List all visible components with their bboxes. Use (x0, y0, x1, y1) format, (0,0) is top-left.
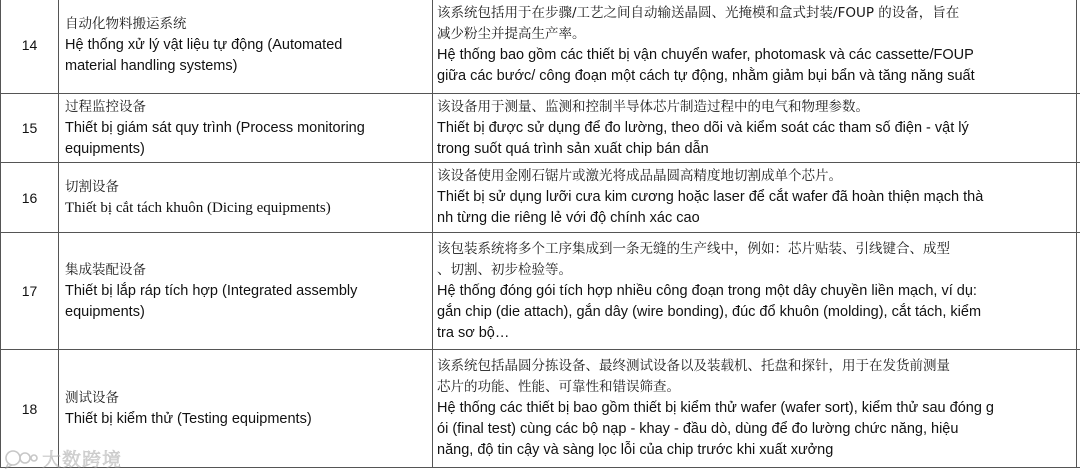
equipment-name-cell (59, 0, 433, 94)
equipment-name-zh: 自动化物料搬运系统 (65, 15, 187, 32)
description-vi: ói (final test) cùng các bộ nạp - khay - đầu dò, dùng để đo lường chức năng, hiệu (437, 421, 959, 437)
equipment-name-vi: equipments) (65, 140, 145, 157)
equipment-name-vi: Thiết bị kiểm thử (Testing equipments) (65, 410, 312, 427)
description-zh: 减少粉尘并提高生产率。 (437, 26, 586, 42)
description-vi: Hệ thống đóng gói tích hợp nhiều công đoạn trong một dây chuyền liền mạch, ví dụ: (437, 282, 977, 299)
description-zh: 该设备使用金刚石锯片或激光将成品晶圆高精度地切割成单个芯片。 (437, 168, 842, 184)
description-zh: 、切割、初步检验等。 (437, 261, 572, 278)
equipment-name-vi: Hệ thống xử lý vật liệu tự động (Automated (65, 36, 343, 53)
equipment-name-zh: 集成装配设备 (65, 261, 146, 278)
description-cell (433, 350, 1077, 468)
table-row (1, 163, 1080, 233)
table-edge-cell (1077, 0, 1080, 94)
table-edge-cell (1077, 350, 1080, 468)
table-row (1, 233, 1080, 350)
table-row (1, 94, 1080, 163)
description-vi: gắn chip (die attach), gắn dây (wire bonding), đúc đổ khuôn (molding), cắt tách, kiểm (437, 303, 982, 320)
description-vi: tra sơ bộ… (437, 324, 510, 341)
table-row (1, 0, 1080, 94)
description-cell (433, 0, 1077, 94)
row-number: 14 (1, 0, 59, 94)
description-zh: 芯片的功能、性能、可靠性和错误筛查。 (437, 379, 680, 395)
description-vi: giữa các bước/ công đoạn một cách tự động, nhằm giảm bụi bẩn và tăng năng suất (437, 68, 975, 84)
description-zh: 该系统包括晶圆分拣设备、最终测试设备以及装载机、托盘和探针，用于在发货前测量 (437, 358, 950, 374)
description-vi: Hệ thống các thiết bị bao gồm thiết bị kiểm thử wafer (wafer sort), kiểm thử sau đóng g (437, 400, 994, 416)
description-cell (433, 163, 1077, 233)
watermark-text: 大数跨境 (42, 449, 123, 471)
description-vi: trong suốt quá trình sản xuất chip bán dẫn (437, 140, 709, 157)
description-zh: 该包装系统将多个工序集成到一条无缝的生产线中，例如：芯片贴装、引线键合、成型 (437, 240, 950, 257)
equipment-name-cell (59, 94, 433, 163)
description-zh: 该设备用于测量、监测和控制半导体芯片制造过程中的电气和物理参数。 (437, 98, 869, 115)
row-number: 17 (1, 233, 59, 350)
row-number: 18 (1, 350, 59, 468)
table-row (1, 350, 1080, 468)
description-vi: năng, độ tin cậy và sàng lọc lỗi của chip trước khi xuất xưởng (437, 442, 834, 458)
equipment-name-zh: 测试设备 (65, 389, 119, 406)
equipment-name-cell (59, 163, 433, 233)
description-vi: Thiết bị được sử dụng để đo lường, theo dõi và kiểm soát các tham số điện - vật lý (437, 119, 969, 136)
table-edge-cell (1077, 94, 1080, 163)
row-number: 16 (1, 163, 59, 233)
table-edge-cell (1077, 233, 1080, 350)
description-zh: 该系统包括用于在步骤/工艺之间自动输送晶圆、光掩模和盒式封装/FOUP 的设备，旨在 (437, 5, 960, 21)
equipment-name-vi: equipments) (65, 303, 145, 320)
description-vi: nh từng die riêng lẻ với độ chính xác cao (437, 210, 700, 226)
row-number: 15 (1, 94, 59, 163)
equipment-name-cell (59, 350, 433, 468)
equipment-name-vi: material handling systems) (65, 57, 238, 74)
equipment-name-cell (59, 233, 433, 350)
table-edge-cell (1077, 163, 1080, 233)
equipment-name-vi: Thiết bị lắp ráp tích hợp (Integrated assembly (65, 282, 358, 299)
equipment-name-zh: 过程监控设备 (65, 98, 146, 115)
equipment-name-zh: 切割设备 (65, 178, 119, 195)
description-cell (433, 94, 1077, 163)
description-cell (433, 233, 1077, 350)
description-vi: Thiết bị sử dụng lưỡi cưa kim cương hoặc laser để cắt wafer đã hoàn thiện mạch thà (437, 189, 984, 205)
equipment-name-vi: Thiết bị cắt tách khuôn (Dicing equipments) (65, 199, 331, 216)
description-vi: Hệ thống bao gồm các thiết bị vận chuyển wafer, photomask và các cassette/FOUP (437, 47, 974, 63)
equipment-name-vi: Thiết bị giám sát quy trình (Process monitoring (65, 119, 365, 136)
